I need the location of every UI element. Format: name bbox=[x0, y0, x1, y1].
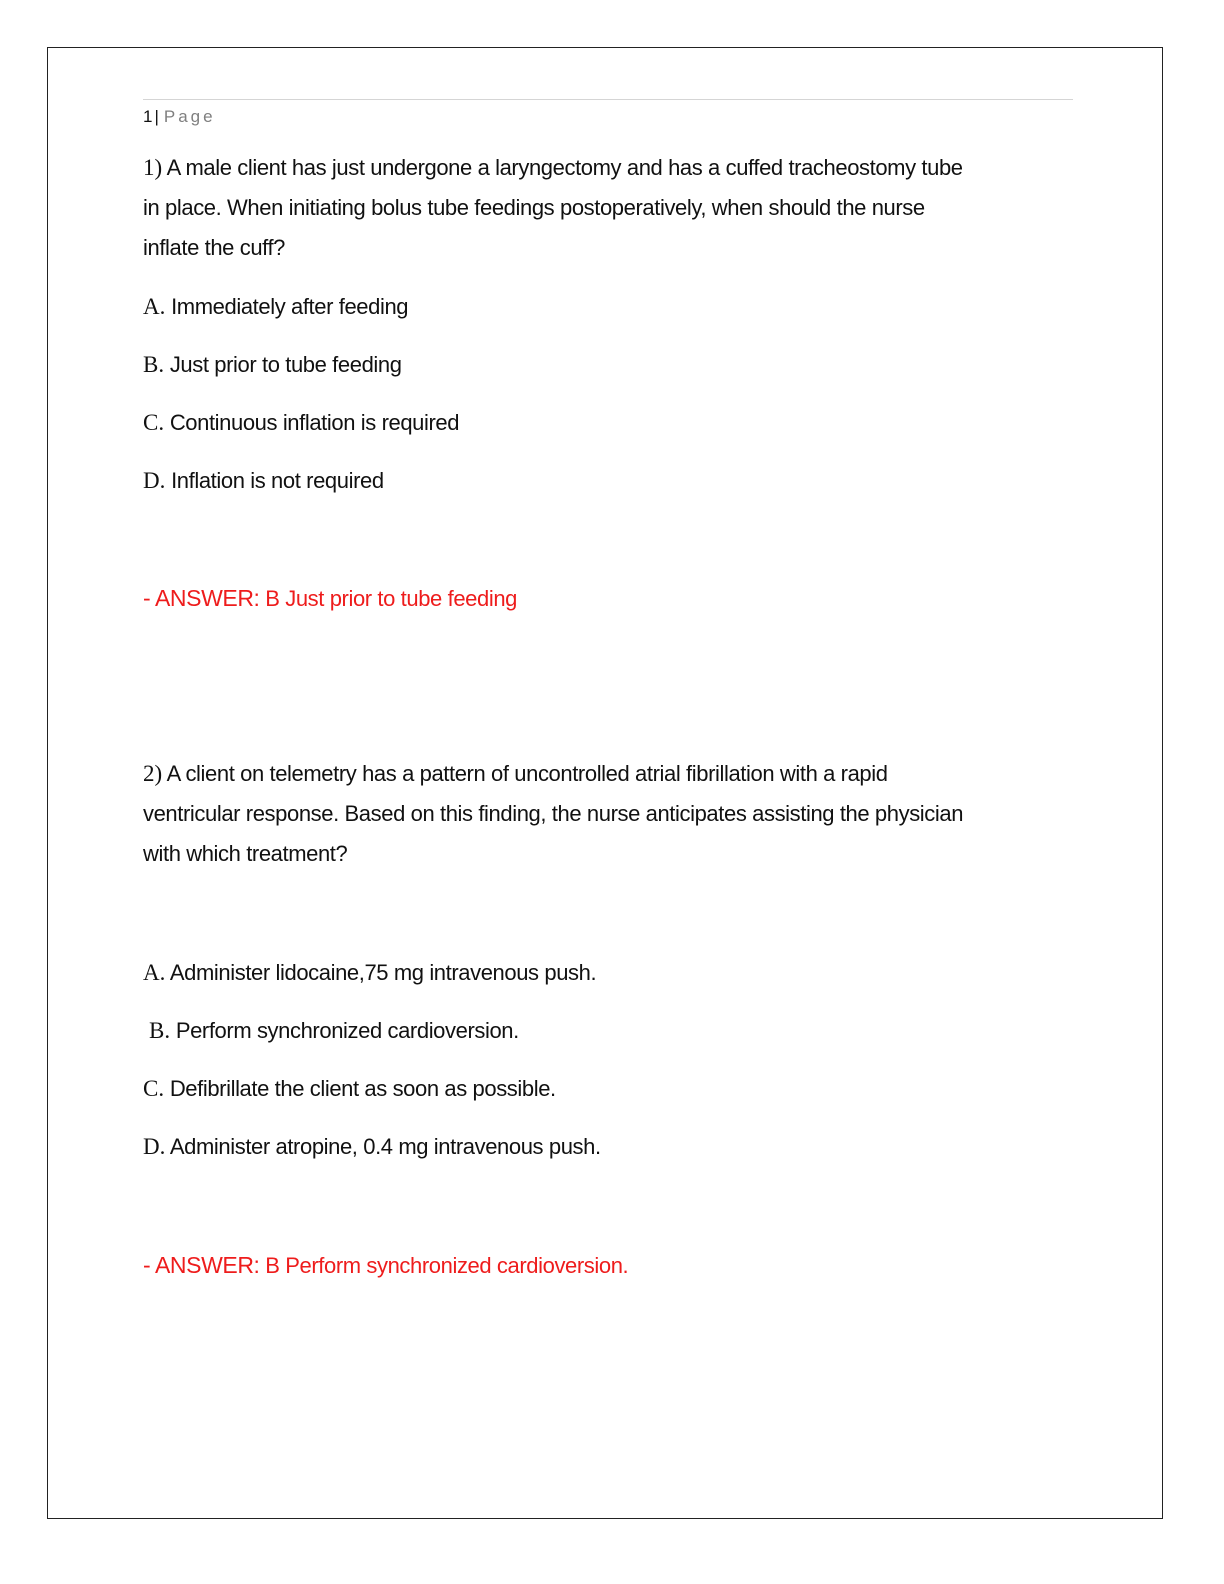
answer-label: - ANSWER: bbox=[143, 585, 260, 611]
answer-text: B Perform synchronized cardioversion. bbox=[265, 1253, 629, 1278]
question-2-option-a: A. Administer lidocaine,75 mg intravenous push. bbox=[143, 960, 597, 985]
page-number: 1 bbox=[143, 107, 153, 126]
question-2-text bbox=[143, 754, 1073, 874]
question-1-option-a: A. Immediately after feeding bbox=[143, 294, 409, 319]
question-2-option-c: C. Defibrillate the client as soon as possible. bbox=[143, 1076, 556, 1101]
page-separator: | bbox=[154, 107, 159, 126]
question-1-option-c: C. Continuous inflation is required bbox=[143, 410, 460, 435]
question-1-text bbox=[143, 148, 1073, 268]
question-1-line-2: in place. When initiating bolus tube feedings postoperatively, when should the nurse bbox=[143, 195, 925, 220]
page-word: Page bbox=[163, 107, 216, 126]
question-2-number: 2) bbox=[143, 761, 163, 786]
page-header bbox=[143, 106, 216, 128]
question-1-answer bbox=[143, 578, 1073, 619]
question-1-number: 1) bbox=[143, 155, 163, 180]
header-rule bbox=[143, 99, 1073, 100]
question-2-line-3: with which treatment? bbox=[143, 841, 348, 866]
question-2-option-b: B. Perform synchronized cardioversion. bbox=[149, 1018, 519, 1043]
answer-label: - ANSWER: bbox=[143, 1252, 260, 1278]
question-1-option-b: B. Just prior to tube feeding bbox=[143, 352, 402, 377]
question-2-line-2: ventricular response. Based on this finding, the nurse anticipates assisting the physician bbox=[143, 801, 964, 826]
question-2-answer bbox=[143, 1245, 1073, 1286]
question-1-line-1: 1) A male client has just undergone a laryngectomy and has a cuffed tracheostomy tube bbox=[143, 155, 963, 180]
question-1-option-d: D. Inflation is not required bbox=[143, 468, 384, 493]
question-2-option-d: D. Administer atropine, 0.4 mg intravenous push. bbox=[143, 1134, 601, 1159]
question-2-line-1: 2) A client on telemetry has a pattern of uncontrolled atrial fibrillation with a rapid bbox=[143, 761, 888, 786]
answer-text: B Just prior to tube feeding bbox=[265, 586, 517, 611]
question-1-line-3: inflate the cuff? bbox=[143, 235, 286, 260]
